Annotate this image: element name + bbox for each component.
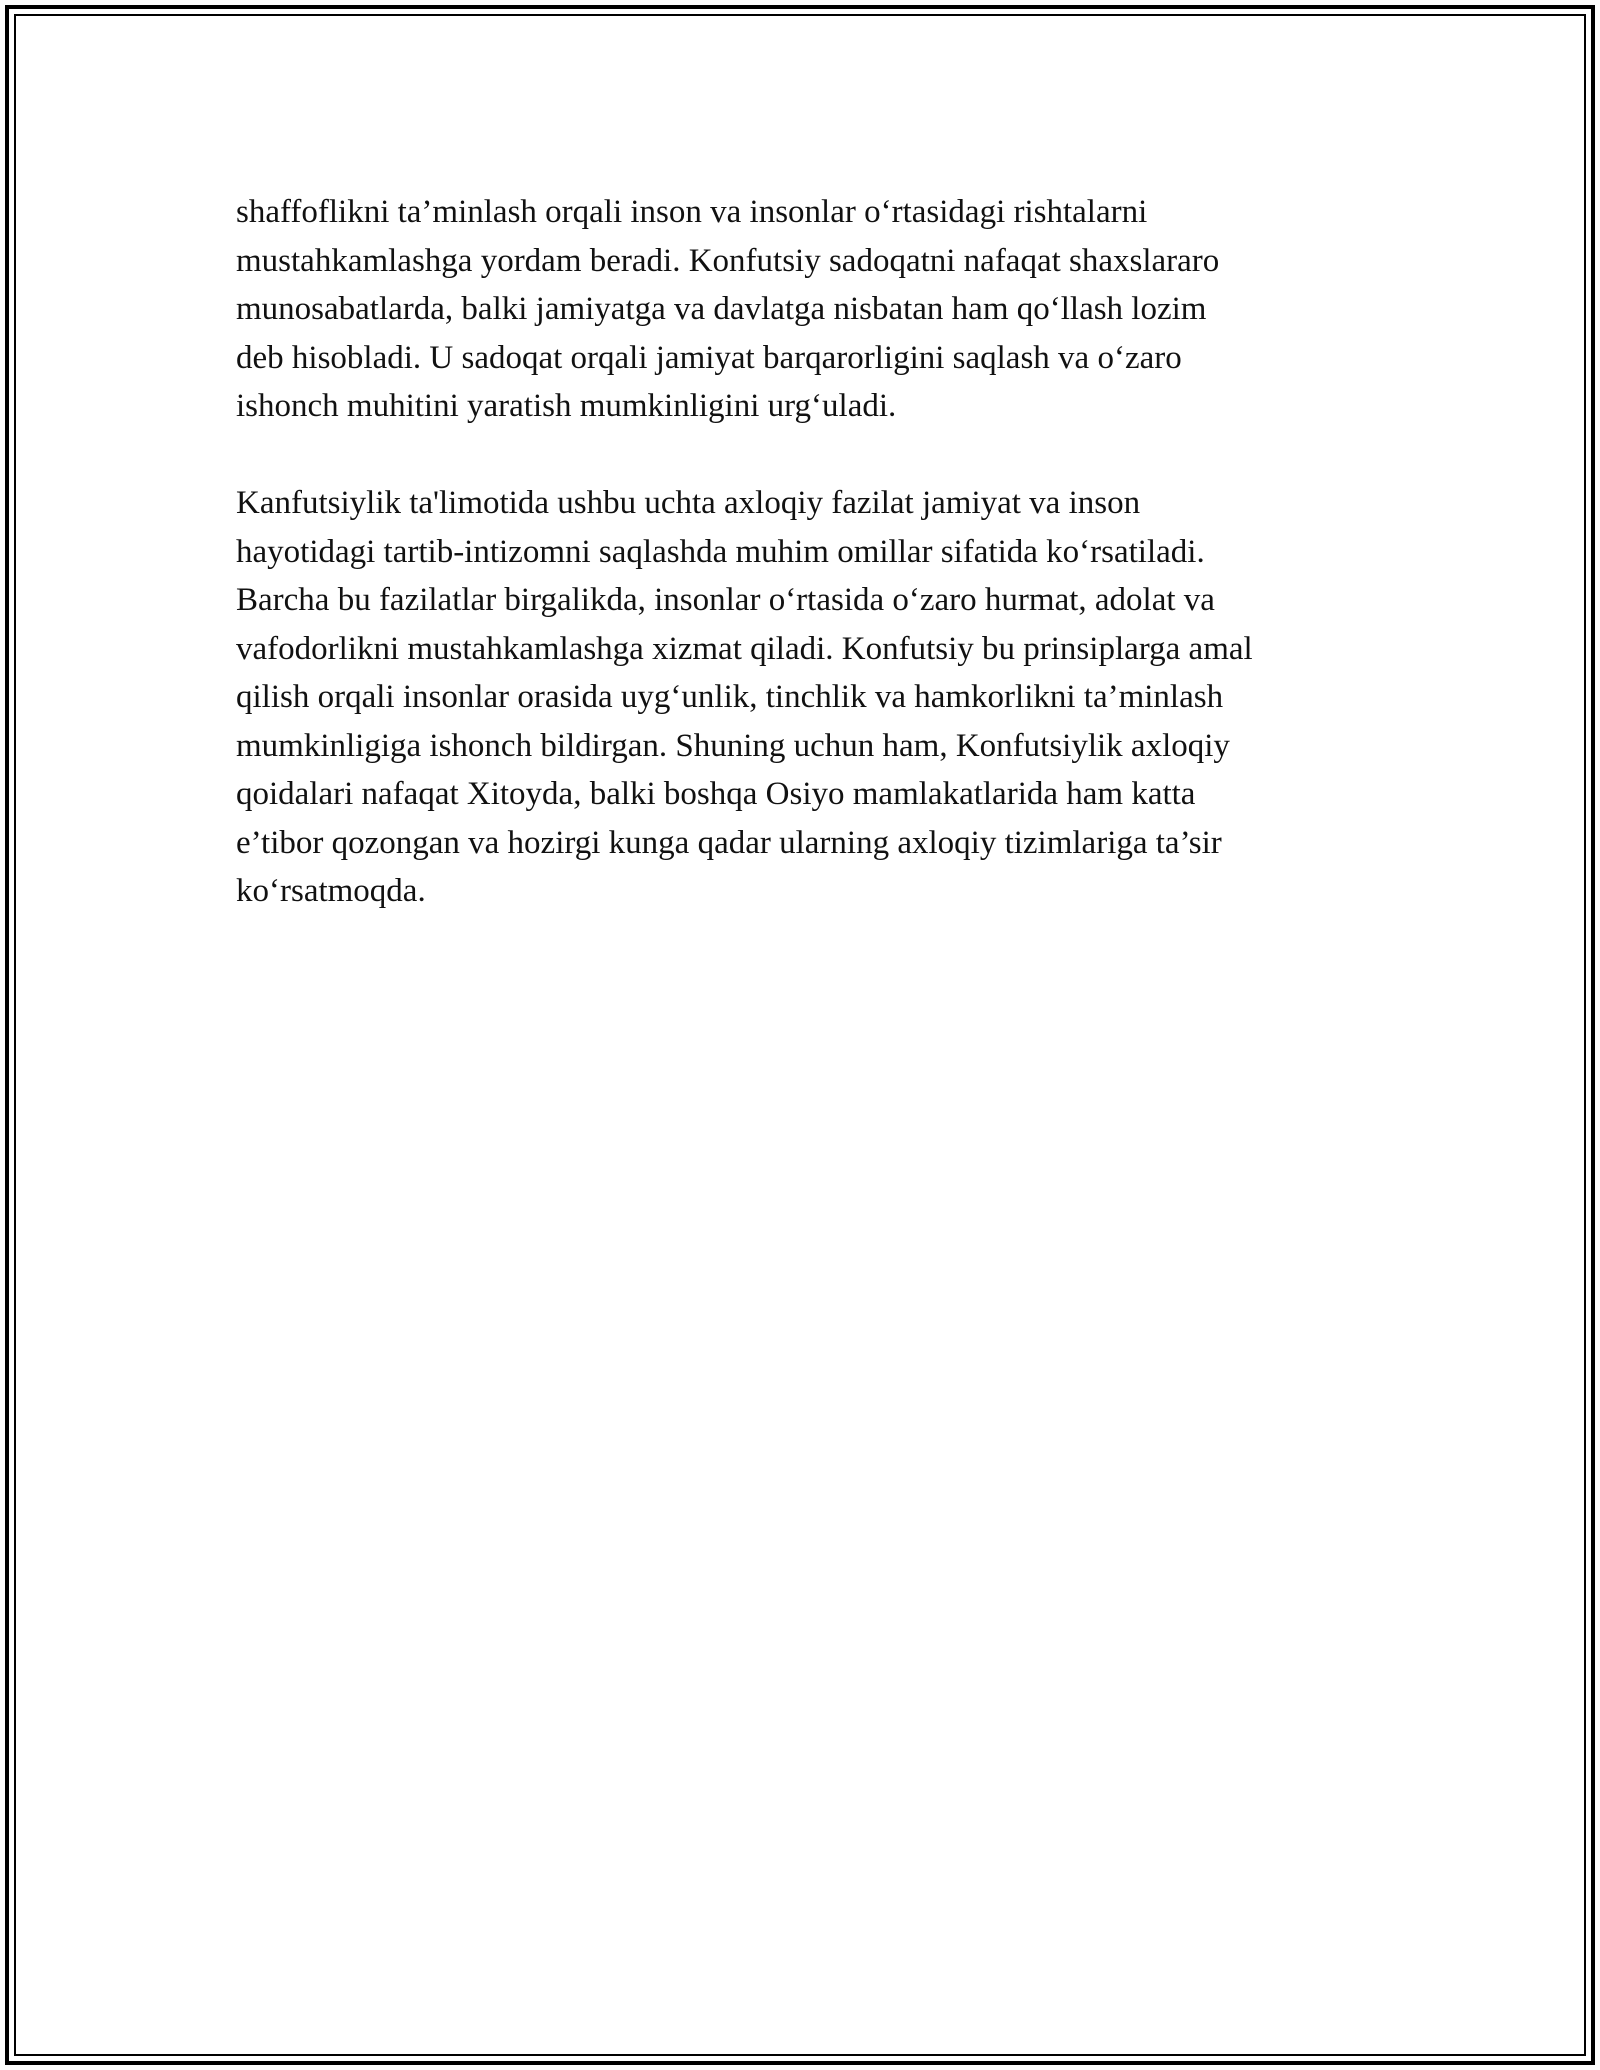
text-line: ko‘rsatmoqda. bbox=[236, 873, 426, 909]
text-line: qoidalari nafaqat Xitoyda, balki boshqa Osiyo mamlakatlarida ham katta bbox=[236, 776, 1196, 812]
document-body bbox=[236, 188, 1381, 964]
text-line: ishonch muhitini yaratish mumkinligini urg‘uladi. bbox=[236, 388, 897, 424]
text-line: vafodorlikni mustahkamlashga xizmat qiladi. Konfutsiy bu prinsiplarga amal bbox=[236, 630, 1253, 667]
text-line: munosabatlarda, balki jamiyatga va davlatga nisbatan ham qo‘llash lozim bbox=[236, 291, 1207, 327]
text-line: qilish orqali insonlar orasida uyg‘unlik, tinchlik va hamkorlikni ta’minlash bbox=[236, 679, 1224, 715]
paragraph-1 bbox=[236, 188, 1381, 431]
paragraph-2 bbox=[236, 479, 1381, 916]
text-line: shaffoflikni ta’minlash orqali inson va insonlar o‘rtasidagi rishtalarni bbox=[236, 194, 1148, 230]
text-line: mustahkamlashga yordam beradi. Konfutsiy sadoqatni nafaqat shaxslararo bbox=[236, 242, 1220, 279]
text-line: hayotidagi tartib-intizomni saqlashda muhim omillar sifatida ko‘rsatiladi. bbox=[236, 533, 1205, 570]
text-line: Kanfutsiylik ta'limotida ushbu uchta axloqiy fazilat jamiyat va inson bbox=[236, 485, 1141, 521]
text-line: Barcha bu fazilatlar birgalikda, insonlar o‘rtasida o‘zaro hurmat, adolat va bbox=[236, 582, 1215, 618]
text-line: e’tibor qozongan va hozirgi kunga qadar ularning axloqiy tizimlariga ta’sir bbox=[236, 824, 1222, 861]
text-line: deb hisobladi. U sadoqat orqali jamiyat barqarorligini saqlash va o‘zaro bbox=[236, 339, 1182, 376]
text-line: mumkinligiga ishonch bildirgan. Shuning uchun ham, Konfutsiylik axloqiy bbox=[236, 727, 1230, 764]
